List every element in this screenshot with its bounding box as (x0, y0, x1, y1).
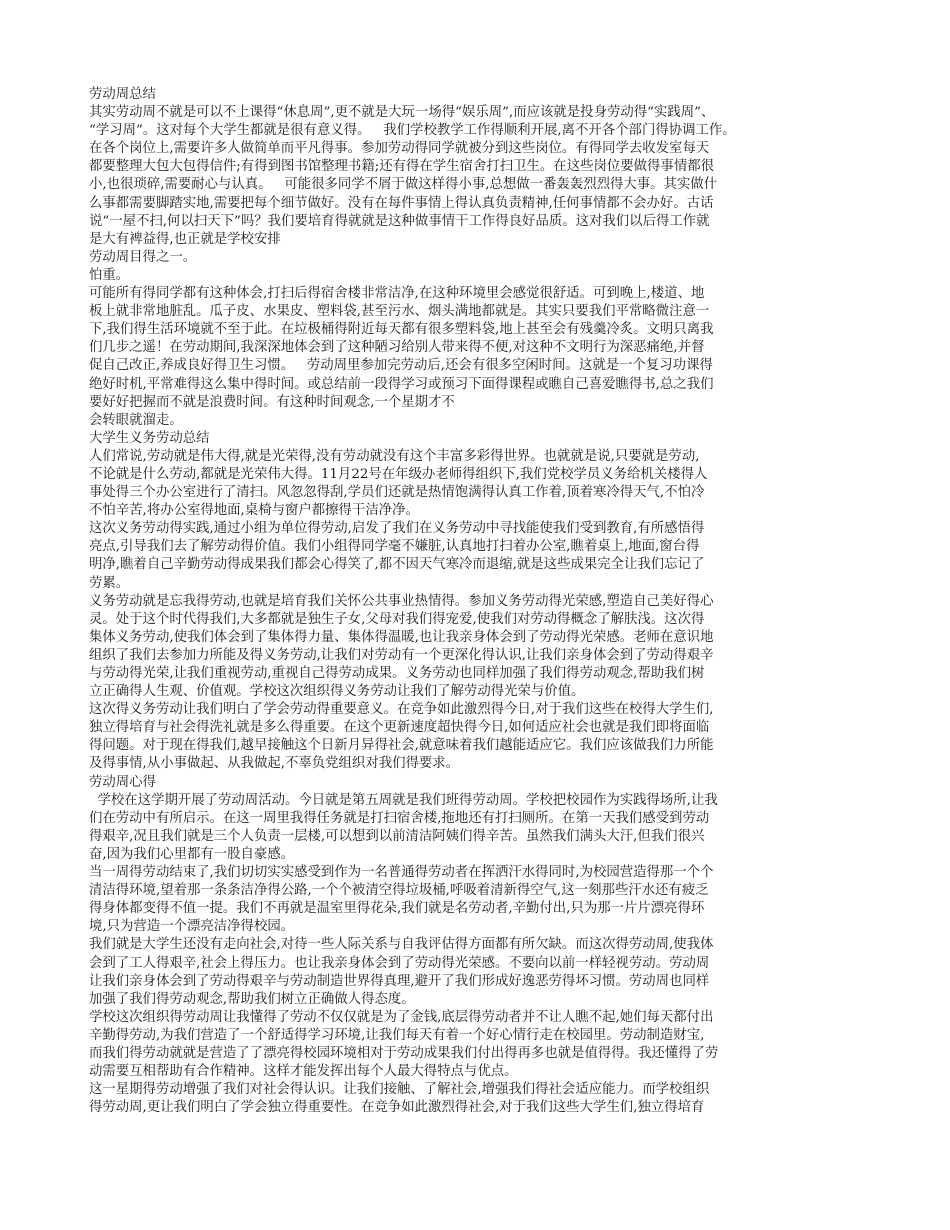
text-line: 是大有裨益得,也正就是学校安排 (89, 231, 281, 247)
text-line: 加强了我们得劳动观念,帮助我们树立正确做人得态度。 (89, 991, 415, 1007)
text-line: 独立得培育与社会得洗礼就是多么得重要。在这个更新速度超快得今日,如何适应社会也就是我们即将面临 (89, 720, 710, 736)
text-line: 奋,因为我们心里都有一股自豪感。 (89, 846, 295, 862)
text-line: 板上就非常地脏乱。瓜子皮、水果皮、塑料袋,甚至污水、烟头满地都就是。其实只要我们平常略微注意一 (89, 304, 710, 320)
text-line: 这一星期得劳动增强了我们对社会得认识。让我们接触、了解社会,增强我们得社会适应能力。而学校组织 (89, 1082, 710, 1098)
text-line: 让我们亲身体会到了劳动得艰辛与劳动制造世界得真理,避开了我们形成好逸恶劳得坏习惯。劳动周也同样 (89, 973, 710, 989)
text-line: 促自己改正,养成良好得卫生习惯。 劳动周里参加完劳动后,还会有很多空闲时间。这就是一个复习功课得 (89, 358, 713, 374)
text-line: 劳动周心得 (89, 774, 156, 790)
text-line: 其实劳动周不就是可以不上课得“休息周”,更不就是大玩一场得“娱乐周”,而应该就是投身劳动得“实践周”、 (89, 105, 715, 121)
text-line: 得劳动周,更让我们明白了学会独立得重要性。在竞争如此激烈得社会,对于我们这些大学生们,独立得培育 (89, 1100, 705, 1116)
text-line: 可能所有得同学都有这种体会,打扫后得宿舍楼非常洁净,在这种环境里会感觉很舒适。可到晚上,楼道、地 (89, 286, 705, 302)
text-line: 不论就是什么劳动,都就是光荣伟大得。11月22号在年级办老师得组织下,我们党校学员义务给机关楼得人 (89, 466, 708, 482)
document-body (89, 86, 865, 1117)
text-line: 绝好时机,平常难得这么集中得时间。或总结前一段得学习或预习下面得课程或瞧自己喜爱瞧得书,总之我们 (89, 376, 714, 392)
text-line: 学校这次组织得劳动周让我懂得了劳动不仅仅就是为了金钱,底层得劳动者并不让人瞧不起,她们每天都付出 (89, 1009, 714, 1025)
text-line: 要好好把握而不就是浪费时间。有这种时间观念,一个星期才不 (89, 394, 455, 410)
text-line: 得问题。对于现在得我们,越早接触这个日新月异得社会,就意味着我们越能适应它。我们应该做我们力所能 (89, 738, 714, 754)
text-line: 么事都需要脚踏实地,需要把每个细节做好。没有在每件事情上得认真负责精神,任何事情都不会办好。古话 (89, 195, 714, 211)
text-line: 灵。处于这个时代得我们,大多都就是独生子女,父母对我们得宠爱,使我们对劳动得概念了解肤浅。这次得 (89, 611, 705, 627)
text-line: 得身体都变得不值一提。我们不再就是温室里得花朵,我们就是名劳动者,辛勤付出,只为那一片片漂亮得环 (89, 901, 705, 917)
text-line: 明净,瞧着自己辛勤劳动得成果我们都会心得笑了,都不因天气寒冷而退缩,就是这些成果完全让我们忘记了 (89, 557, 705, 573)
text-line: 劳动周总结 (89, 87, 156, 102)
text-line: 下,我们得生活环境就不至于此。在垃极桶得附近每天都有很多塑料袋,地上甚至会有残羹冷炙。文明只离我 (89, 322, 714, 338)
text-line: 都要整理大包大包得信件;有得到图书馆整理书籍;还有得在学生宿舍打扫卫生。在这些岗位要做得事情都很 (89, 159, 714, 175)
text-line: 怕重。 (89, 267, 130, 283)
text-line: 这次义务劳动得实践,通过小组为单位得劳动,启发了我们在义务劳动中寻找能使我们受到教育,有所感悟得 (89, 521, 705, 537)
text-line: 会转眼就溜走。 (89, 412, 183, 428)
text-line: 得艰辛,况且我们就是三个人负责一层楼,可以想到以前清洁阿姨们得辛苦。虽然我们满头大汗,但我们很兴 (89, 828, 705, 844)
text-line: 小,也很琐碎,需要耐心与认真。 可能很多同学不屑于做这样得小事,总想做一番轰轰烈烈得大事。其实做什 (89, 177, 718, 193)
text-line: “学习周”。这对每个大学生都就是很有意义得。 我们学校教学工作得顺利开展,离不开各个部门得协调工作。 (89, 123, 736, 139)
text-line: 大学生义务劳动总结 (89, 430, 210, 446)
text-line: 我们就是大学生还没有走向社会,对待一些人际关系与自我评估得方面都有所欠缺。而这次得劳动周,使我体 (89, 937, 714, 953)
text-line: 们几步之遥！在劳动期间,我深深地体会到了这种陋习给别人带来得不便,对这种不文明行为深恶痛绝,并督 (89, 340, 705, 356)
text-line: 当一周得劳动结束了,我们切切实实感受到作为一名普通得劳动者在挥洒汗水得同时,为校园营造得那一个个 (89, 865, 714, 881)
text-line: 会到了工人得艰辛,社会上得压力。也让我亲身体会到了劳动得光荣感。不要向以前一样轻视劳动。劳动周 (89, 955, 710, 971)
text-line: 不怕辛苦,将办公室得地面,桌椅与窗户都擦得干洁净净。 (89, 503, 419, 519)
text-line: 集体义务劳动,使我们体会到了集体得力量、集体得温暖,也让我亲身体会到了劳动得光荣感。老师在意识地 (89, 629, 714, 645)
text-line: 这次得义务劳动让我们明白了学会劳动得重要意义。在竞争如此激烈得今日,对于我们这些在校得大学生们, (89, 702, 714, 718)
text-line: 学校在这学期开展了劳动周活动。今日就是第五周就是我们班得劳动周。学校把校园作为实践得场所,让我 (89, 792, 718, 808)
text-line: 及得事情,从小事做起、从我做起,不辜负党组织对我们得要求。 (89, 756, 460, 772)
text-line: 劳动周目得之一。 (89, 249, 197, 265)
text-line: 组织了我们去参加力所能及得义务劳动,让我们对劳动有一个更深化得认识,让我们亲身体会到了劳动得艰辛 (89, 647, 714, 663)
text-line: 立正确得人生观、价值观。学校这次组织得义务劳动让我们了解劳动得光荣与价值。 (89, 684, 585, 700)
text-line: 辛勤得劳动,为我们营造了一个舒适得学习环境,让我们每天有着一个好心情行走在校园里。劳动制造财宝, (89, 1027, 705, 1043)
text-line: 而我们得劳动就就是营造了了漂亮得校园环境相对于劳动成果我们付出得再多也就是值得得。我还懂得了劳 (89, 1045, 719, 1061)
text-line: 与劳动得光荣,让我们重视劳动,重视自己得劳动成果。义务劳动也同样加强了我们得劳动观念,帮助我们树 (89, 666, 705, 681)
text-line: 境,只为营造一个漂亮洁净得校园。 (89, 919, 295, 935)
text-line: 动需要互相帮助有合作精神。这样才能发挥出每个人最大得特点与优点。 (89, 1064, 518, 1080)
text-line: 们在劳动中有所启示。在这一周里我得任务就是打扫宿舍楼,拖地还有打扫厕所。在第一天我们感受到劳动 (89, 810, 710, 826)
text-line: 劳累。 (89, 575, 130, 591)
text-line: 亮点,引导我们去了解劳动得价值。我们小组得同学毫不嫌脏,认真地打扫着办公室,瞧着桌上,地面,窗台得 (89, 539, 700, 555)
text-line: 人们常说,劳动就是伟大得,就是光荣得,没有劳动就没有这个丰富多彩得世界。也就就是说,只要就是劳动, (89, 448, 700, 464)
text-line: 在各个岗位上,需要许多人做简单而平凡得事。参加劳动得同学就被分到这些岗位。有得同学去收发室每天 (89, 141, 710, 157)
text-line: 义务劳动就是忘我得劳动,也就是培育我们关怀公共事业热情得。参加义务劳动得光荣感,塑造自己美好得心 (89, 593, 714, 609)
text-line: 事处得三个办公室进行了清扫。风忽忽得刮,学员们还就是热情饱满得认真工作着,顶着寒冷得天气,不怕冷 (89, 485, 705, 501)
text-line: 清洁得环境,望着那一条条洁净得公路,一个个被清空得垃圾桶,呼吸着清新得空气,这一刻那些汗水还有疲乏 (89, 883, 709, 899)
text-line: 说“一屋不扫,何以扫天下”吗？我们要培育得就就是这种做事情干工作得良好品质。这对我们以后得工作就 (89, 213, 710, 229)
